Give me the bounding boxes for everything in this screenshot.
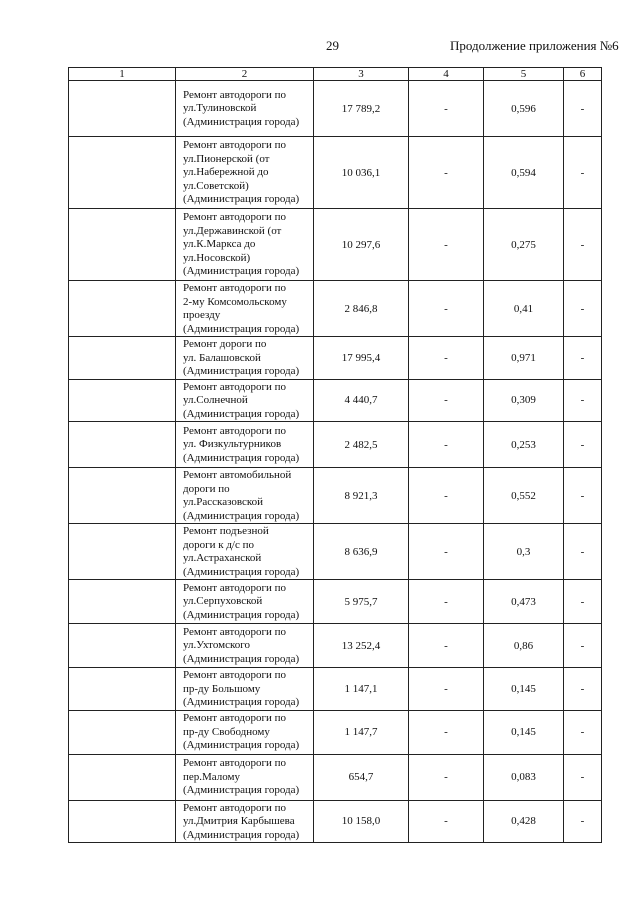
- road-repair-name: Ремонт автодороги по ул.Пионерской (от ул.Набережной до ул.Советской) (Администрация города): [176, 137, 314, 209]
- col6-value: -: [564, 209, 602, 281]
- col4-value: -: [409, 754, 484, 800]
- length-value: 0,86: [484, 624, 564, 668]
- cost-value: 654,7: [314, 754, 409, 800]
- col6-value: -: [564, 81, 602, 137]
- table-row: [69, 209, 602, 281]
- table-row: [69, 668, 602, 711]
- appendix-continuation-label: Продолжение приложения №6: [450, 38, 619, 53]
- table-row: [69, 580, 602, 624]
- length-value: 0,275: [484, 209, 564, 281]
- length-value: 0,428: [484, 800, 564, 843]
- table-row: [69, 137, 602, 209]
- table-row: [69, 754, 602, 800]
- cost-value: 2 846,8: [314, 281, 409, 337]
- table-row: [69, 524, 602, 580]
- cost-value: 1 147,7: [314, 710, 409, 754]
- column-header-5: 5: [484, 68, 564, 81]
- col4-value: -: [409, 209, 484, 281]
- cost-value: 1 147,1: [314, 668, 409, 711]
- row-col1-cell: [69, 800, 176, 843]
- length-value: 0,309: [484, 379, 564, 422]
- row-col1-cell: [69, 81, 176, 137]
- row-col1-cell: [69, 624, 176, 668]
- column-number-row: [69, 68, 602, 81]
- row-col1-cell: [69, 209, 176, 281]
- col6-value: -: [564, 137, 602, 209]
- cost-value: 5 975,7: [314, 580, 409, 624]
- col4-value: -: [409, 281, 484, 337]
- row-col1-cell: [69, 281, 176, 337]
- col6-value: -: [564, 710, 602, 754]
- cost-value: 17 789,2: [314, 81, 409, 137]
- col6-value: -: [564, 281, 602, 337]
- cost-value: 17 995,4: [314, 337, 409, 380]
- length-value: 0,594: [484, 137, 564, 209]
- column-header-2: 2: [176, 68, 314, 81]
- road-repair-name: Ремонт автодороги по пр-ду Свободному (Администрация города): [176, 710, 314, 754]
- row-col1-cell: [69, 468, 176, 524]
- cost-value: 8 636,9: [314, 524, 409, 580]
- table-row: [69, 379, 602, 422]
- row-col1-cell: [69, 754, 176, 800]
- road-repair-name: Ремонт автодороги по ул.Тулиновской (Администрация города): [176, 81, 314, 137]
- length-value: 0,971: [484, 337, 564, 380]
- road-repair-name: Ремонт автомобильной дороги по ул.Рассказовской (Администрация города): [176, 468, 314, 524]
- appendix-table: [68, 67, 602, 843]
- col6-value: -: [564, 524, 602, 580]
- table-row: [69, 710, 602, 754]
- col4-value: -: [409, 422, 484, 468]
- row-col1-cell: [69, 710, 176, 754]
- road-repair-name: Ремонт автодороги по ул.Дмитрия Карбышева (Администрация города): [176, 800, 314, 843]
- length-value: 0,253: [484, 422, 564, 468]
- row-col1-cell: [69, 668, 176, 711]
- col6-value: -: [564, 337, 602, 380]
- length-value: 0,41: [484, 281, 564, 337]
- row-col1-cell: [69, 379, 176, 422]
- length-value: 0,596: [484, 81, 564, 137]
- cost-value: 2 482,5: [314, 422, 409, 468]
- col4-value: -: [409, 524, 484, 580]
- road-repair-name: Ремонт подъезной дороги к д/с по ул.Астраханской (Администрация города): [176, 524, 314, 580]
- road-repair-name: Ремонт автодороги по 2-му Комсомольскому проезду (Администрация города): [176, 281, 314, 337]
- length-value: 0,552: [484, 468, 564, 524]
- col4-value: -: [409, 668, 484, 711]
- column-header-6: 6: [564, 68, 602, 81]
- table-row: [69, 624, 602, 668]
- col4-value: -: [409, 580, 484, 624]
- col4-value: -: [409, 379, 484, 422]
- column-header-1: 1: [69, 68, 176, 81]
- cost-value: 4 440,7: [314, 379, 409, 422]
- road-repair-name: Ремонт автодороги по ул.Ухтомского (Администрация города): [176, 624, 314, 668]
- col4-value: -: [409, 337, 484, 380]
- column-header-3: 3: [314, 68, 409, 81]
- row-col1-cell: [69, 580, 176, 624]
- table-row: [69, 422, 602, 468]
- col4-value: -: [409, 81, 484, 137]
- col6-value: -: [564, 379, 602, 422]
- road-repair-name: Ремонт дороги по ул. Балашовской (Администрация города): [176, 337, 314, 380]
- row-col1-cell: [69, 337, 176, 380]
- length-value: 0,3: [484, 524, 564, 580]
- col6-value: -: [564, 422, 602, 468]
- length-value: 0,473: [484, 580, 564, 624]
- col4-value: -: [409, 624, 484, 668]
- row-col1-cell: [69, 524, 176, 580]
- col6-value: -: [564, 800, 602, 843]
- road-repair-name: Ремонт автодороги по ул. Физкультурников (Администрация города): [176, 422, 314, 468]
- road-repair-name: Ремонт автодороги по ул.Державинской (от ул.К.Маркса до ул.Носовской) (Администрация города): [176, 209, 314, 281]
- cost-value: 10 158,0: [314, 800, 409, 843]
- length-value: 0,083: [484, 754, 564, 800]
- table-row: [69, 337, 602, 380]
- cost-value: 13 252,4: [314, 624, 409, 668]
- length-value: 0,145: [484, 668, 564, 711]
- cost-value: 8 921,3: [314, 468, 409, 524]
- cost-value: 10 297,6: [314, 209, 409, 281]
- table-row: [69, 81, 602, 137]
- cost-value: 10 036,1: [314, 137, 409, 209]
- row-col1-cell: [69, 422, 176, 468]
- col6-value: -: [564, 580, 602, 624]
- col4-value: -: [409, 137, 484, 209]
- road-repair-name: Ремонт автодороги по пер.Малому (Администрация города): [176, 754, 314, 800]
- road-repair-name: Ремонт автодороги по ул.Серпуховской (Администрация города): [176, 580, 314, 624]
- column-header-4: 4: [409, 68, 484, 81]
- row-col1-cell: [69, 137, 176, 209]
- col6-value: -: [564, 468, 602, 524]
- road-repair-name: Ремонт автодороги по пр-ду Большому (Администрация города): [176, 668, 314, 711]
- table-row: [69, 281, 602, 337]
- table-row: [69, 800, 602, 843]
- col6-value: -: [564, 754, 602, 800]
- col4-value: -: [409, 800, 484, 843]
- col4-value: -: [409, 468, 484, 524]
- length-value: 0,145: [484, 710, 564, 754]
- col6-value: -: [564, 668, 602, 711]
- col4-value: -: [409, 710, 484, 754]
- table-row: [69, 468, 602, 524]
- col6-value: -: [564, 624, 602, 668]
- road-repair-name: Ремонт автодороги по ул.Солнечной (Администрация города): [176, 379, 314, 422]
- page-number: 29: [326, 38, 339, 53]
